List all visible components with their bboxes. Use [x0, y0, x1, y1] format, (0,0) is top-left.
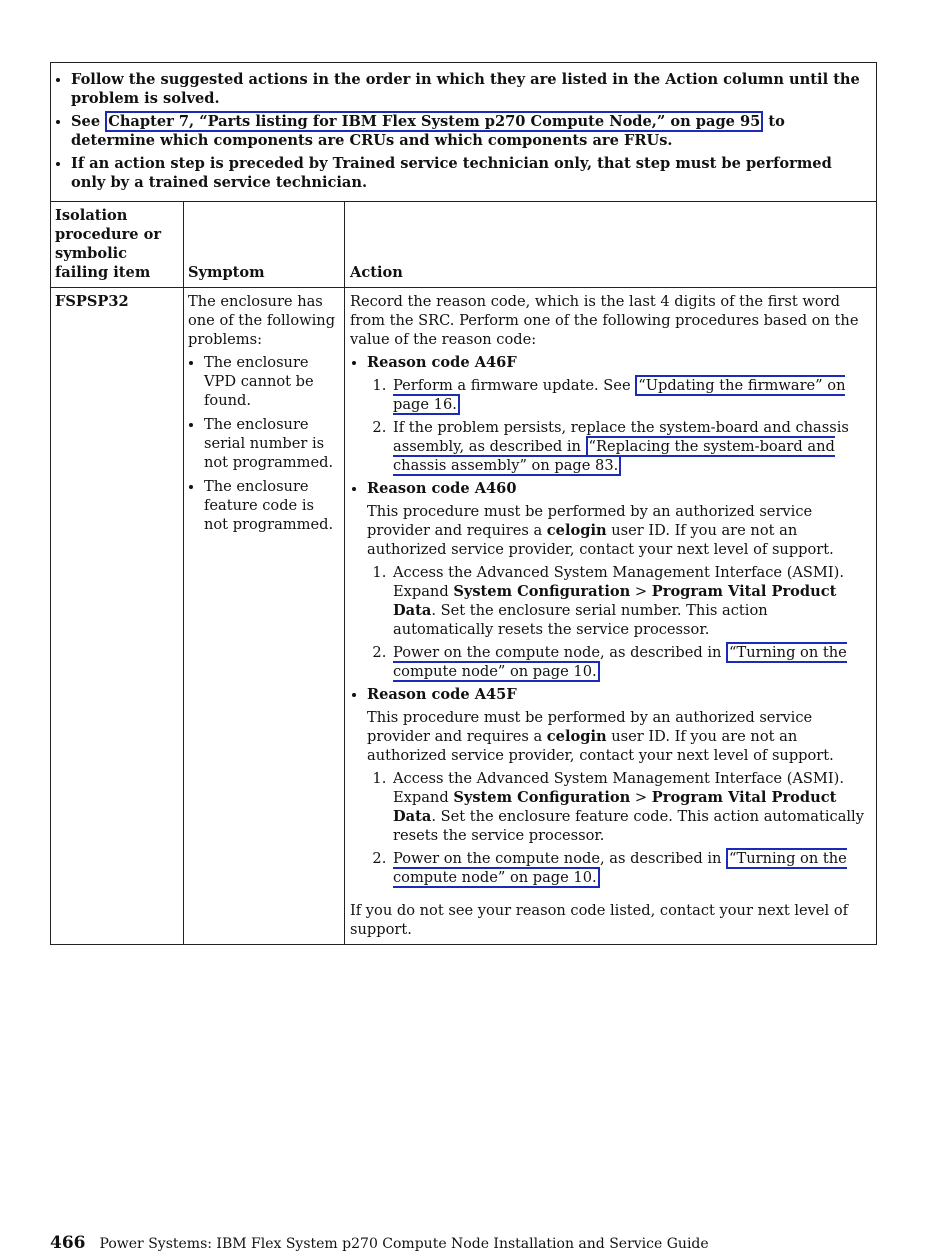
- symptom-intro: The enclosure has one of the following problems:: [188, 293, 336, 348]
- menu-term: Program Vital Product Data: [393, 789, 837, 825]
- symptom-item: • The enclosure feature code is not programmed.: [204, 477, 340, 534]
- reason-item: [367, 479, 872, 681]
- reason-title: Reason code A45F: [367, 686, 517, 703]
- notes-row: [51, 63, 877, 202]
- step-text: Access the Advanced System Management Interface (ASMI). Expand: [393, 770, 844, 806]
- step-text: >: [630, 583, 652, 600]
- action-footer: If you do not see your reason code listed, contact your next level of support.: [350, 902, 849, 938]
- step-text: >: [630, 789, 652, 806]
- replacing-system-board-link[interactable]: “Replacing the system-board and chassis assembly” on page 83.: [393, 438, 835, 474]
- table-row: [51, 288, 877, 945]
- step-text: Power on the compute node, as described in: [393, 850, 727, 867]
- document-title: Power Systems: IBM Flex System p270 Compute Node Installation and Service Guide: [99, 1236, 709, 1252]
- reason-intro: [367, 502, 872, 559]
- step-text: . Set the enclosure feature code. This action automatically resets the service processor.: [393, 808, 864, 844]
- reason-list: [350, 353, 872, 887]
- step-list: [367, 769, 872, 887]
- isolation-header: Isolation procedure or symbolic failing item: [51, 202, 184, 288]
- step-item: [391, 376, 872, 414]
- step-item: [391, 418, 872, 475]
- step-list: [367, 376, 872, 475]
- symptom-cell: [184, 288, 345, 945]
- step-text: . Set the enclosure serial number. This action automatically resets the service processor.: [393, 602, 768, 638]
- reason-title: Reason code A46F: [367, 354, 517, 371]
- symptom-item: • The enclosure serial number is not programmed.: [204, 415, 340, 472]
- failing-item-cell: FSPSP32: [51, 288, 184, 945]
- step-text: If the problem persists, replace the system-board and chassis assembly, as described in: [393, 419, 849, 455]
- symptom-item: • The enclosure VPD cannot be found.: [204, 353, 340, 410]
- updating-firmware-link[interactable]: “Updating the firmware” on page 16.: [393, 377, 846, 413]
- step-item: [391, 769, 872, 845]
- celogin-term: celogin: [546, 522, 607, 539]
- note-item: [71, 70, 870, 108]
- reason-item: [367, 353, 872, 475]
- notes-list: [55, 70, 870, 192]
- note-item: [71, 154, 870, 192]
- turning-on-link[interactable]: “Turning on the compute node” on page 10.: [393, 850, 847, 886]
- step-item: [391, 849, 872, 887]
- step-item: [391, 563, 872, 639]
- note-text: If an action step is preceded by Trained service technician only, that step must be performed only by a trained service technician.: [71, 155, 832, 191]
- intro-text: This procedure must be performed by an authorized service provider and requires a: [367, 503, 813, 539]
- notes-cell: [51, 63, 877, 202]
- reason-intro: [367, 708, 872, 765]
- intro-text: user ID. If you are not an authorized service provider, contact your next level of support.: [367, 728, 834, 764]
- note-item: [71, 112, 870, 150]
- symptom-list: [188, 353, 340, 534]
- note-text: Follow the suggested actions in the order in which they are listed in the Action column until the problem is solved.: [71, 71, 860, 107]
- parts-listing-link[interactable]: Chapter 7, “Parts listing for IBM Flex System p270 Compute Node,” on page 95: [105, 111, 763, 132]
- step-text: Access the Advanced System Management Interface (ASMI). Expand: [393, 564, 844, 600]
- celogin-term: celogin: [546, 728, 607, 745]
- reason-item: [367, 685, 872, 887]
- action-cell: [345, 288, 877, 945]
- action-header: Action: [345, 202, 877, 288]
- page-footer: [50, 1233, 709, 1253]
- header-row: [51, 202, 877, 288]
- intro-text: user ID. If you are not an authorized service provider, contact your next level of support.: [367, 522, 834, 558]
- step-item: [391, 643, 872, 681]
- intro-text: This procedure must be performed by an authorized service provider and requires a: [367, 709, 813, 745]
- step-list: [367, 563, 872, 681]
- symptom-header: Symptom: [184, 202, 345, 288]
- note-text: See: [71, 113, 106, 130]
- step-text: Perform a firmware update. See: [393, 377, 636, 394]
- page-number: 466: [50, 1233, 86, 1253]
- turning-on-link[interactable]: “Turning on the compute node” on page 10.: [393, 644, 847, 680]
- step-text: Power on the compute node, as described in: [393, 644, 727, 661]
- procedure-table: [50, 62, 877, 945]
- menu-term: System Configuration: [453, 789, 631, 806]
- note-text: to determine which components are CRUs and which components are FRUs.: [71, 113, 785, 149]
- action-intro: Record the reason code, which is the last 4 digits of the first word from the SRC. Perform one of the following procedures based on the value of the reason code:: [350, 293, 859, 348]
- menu-term: Program Vital Product Data: [393, 583, 837, 619]
- reason-title: Reason code A460: [367, 480, 517, 497]
- menu-term: System Configuration: [453, 583, 631, 600]
